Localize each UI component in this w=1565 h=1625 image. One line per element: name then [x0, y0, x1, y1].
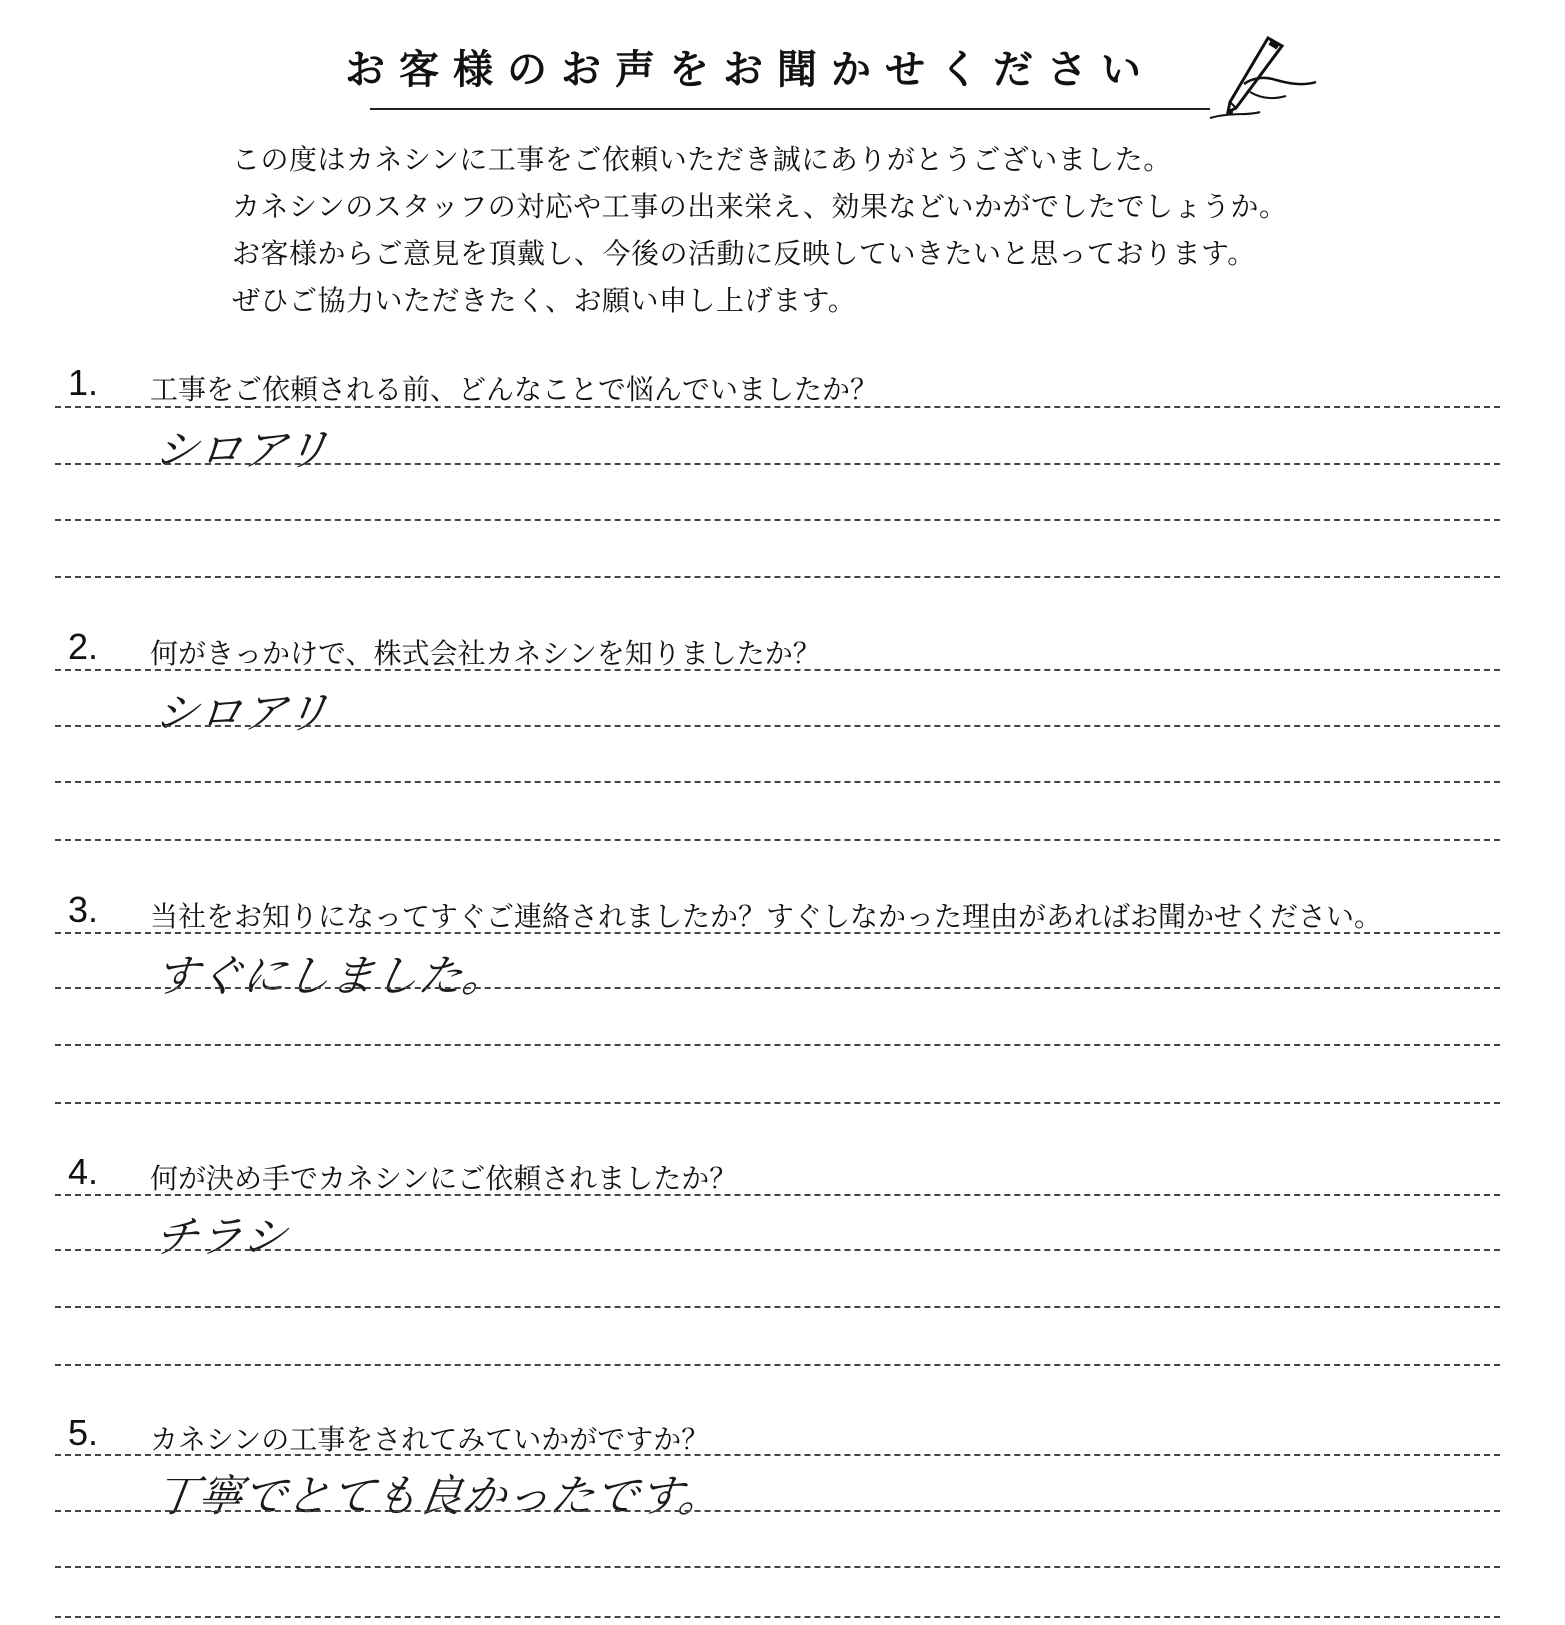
answer-line	[55, 463, 1500, 465]
question-number: 3.	[68, 889, 99, 930]
answer-line	[55, 406, 1500, 408]
question-number: 2.	[68, 626, 99, 667]
intro-line: ぜひご協力いただきたく、お願い申し上げます。	[232, 284, 857, 317]
answer-line	[55, 1566, 1500, 1568]
page-title: お客様のお声をお聞かせください	[345, 47, 1155, 93]
question-text: 当社をお知りになってすぐご連絡されましたか？すぐしなかった理由があればお聞かせください。	[150, 900, 1383, 933]
intro-line: この度はカネシンに工事をご依頼いただき誠にありがとうございました。	[232, 143, 1172, 176]
answer-line	[55, 725, 1500, 727]
question-number: 5.	[68, 1412, 99, 1453]
handwritten-answer: シロアリ	[150, 425, 333, 476]
answer-line	[55, 576, 1500, 578]
question-text: 工事をご依頼される前、どんなことで悩んでいましたか？	[150, 373, 879, 406]
question-number: 1.	[68, 362, 99, 403]
title-underline	[370, 108, 1210, 110]
answer-line	[55, 987, 1500, 989]
answer-line	[55, 781, 1500, 783]
answer-line	[55, 1454, 1500, 1456]
handwritten-answer: チラシ	[150, 1212, 290, 1263]
question-number: 4.	[68, 1151, 99, 1192]
answer-line	[55, 1306, 1500, 1308]
question-text: カネシンの工事をされてみていかがですか？	[150, 1423, 710, 1456]
answer-line	[55, 519, 1500, 521]
question-text: 何がきっかけで、株式会社カネシンを知りましたか？	[150, 637, 821, 670]
answer-line	[55, 1102, 1500, 1104]
answer-line	[55, 1616, 1500, 1618]
handwritten-answer: すぐにしました。	[150, 951, 510, 1002]
intro-text	[232, 136, 1532, 324]
answer-line	[55, 1194, 1500, 1196]
answer-line	[55, 1364, 1500, 1366]
handwritten-answer: シロアリ	[150, 688, 333, 739]
answer-line	[55, 1249, 1500, 1251]
handwritten-answer: 丁寧でとても良かったです。	[150, 1471, 727, 1522]
answer-line	[55, 1044, 1500, 1046]
intro-line: お客様からご意見を頂戴し、今後の活動に反映していきたいと思っております。	[232, 237, 1256, 270]
intro-line: カネシンのスタッフの対応や工事の出来栄え、効果などいかがでしたでしょうか。	[232, 190, 1288, 223]
answer-line	[55, 669, 1500, 671]
question-text: 何が決め手でカネシンにご依頼されましたか？	[150, 1162, 738, 1195]
answer-line	[55, 1510, 1500, 1512]
pen-writing-icon	[1200, 32, 1320, 127]
answer-line	[55, 932, 1500, 934]
answer-line	[55, 839, 1500, 841]
